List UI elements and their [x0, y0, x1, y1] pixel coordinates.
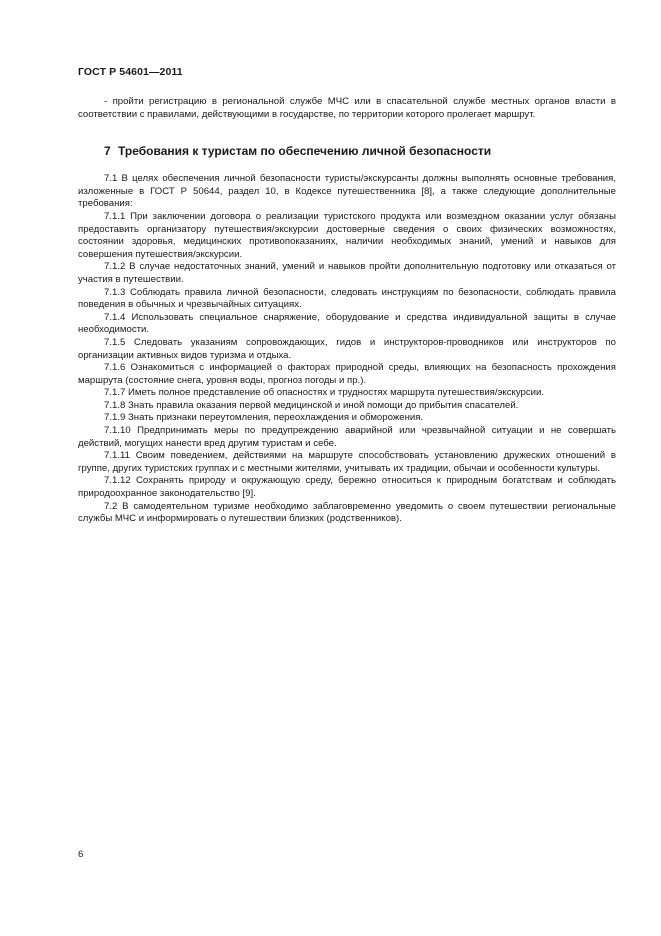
paragraph-7-1-2: 7.1.2 В случае недостаточных знаний, умений и навыков пройти дополнительную подготовку или отказаться от участия в путешествии.	[78, 261, 616, 285]
document-body	[78, 96, 616, 526]
section-number: 7	[104, 144, 111, 159]
paragraph-7-1-11: 7.1.11 Своим поведением, действиями на маршруте способствовать установлению дружеских отношений в группе, других туристских группах и с местными жителями, учитывать их традиции, обычаи и особенности культуры.	[78, 450, 616, 474]
paragraph-7-1-8: 7.1.8 Знать правила оказания первой медицинской и иной помощи до прибытия спасателей.	[104, 399, 519, 411]
section-title: Требования к туристам по обеспечению личной безопасности	[118, 144, 492, 159]
paragraph-7-1-12: 7.1.12 Сохранять природу и окружающую среду, бережно относиться к природным богатствам и соблюдать природоохранное законодательство [9].	[78, 475, 616, 500]
standard-header: ГОСТ Р 54601—2011	[78, 66, 183, 78]
paragraph-7-1-4: 7.1.4 Использовать специальное снаряжение, оборудование и средства индивидуальной защиты в случае необходимости.	[78, 311, 616, 336]
paragraph-7-1-9: 7.1.9 Знать признаки переутомления, переохлаждения и обморожения.	[104, 412, 424, 424]
paragraph-7-1-6: 7.1.6 Ознакомиться с информацией о факторах природной среды, влияющих на безопасность прохождения маршрута (состояние снега, уровня воды, прогноз погоды и пр.).	[78, 362, 616, 386]
paragraph-7-1-3: 7.1.3 Соблюдать правила личной безопасности, следовать инструкциям по безопасности, соблюдать правила поведения в обычных и чрезвычайных ситуациях.	[78, 286, 616, 311]
paragraph-7-1-5: 7.1.5 Следовать указаниям сопровождающих, гидов и инструкторов-проводников или инструкторов по организации активных видов туризма и отдыха.	[78, 336, 616, 361]
section-heading	[104, 143, 616, 159]
intro-paragraph: - пройти регистрацию в региональной службе МЧС или в спасательной службе местных органов власти в соответствии с правилами, действующими в государстве, по территории которого пролегает маршрут.	[78, 96, 616, 120]
paragraph-7-1-7: 7.1.7 Иметь полное представление об опасностях и трудностях маршрута путешествия/экскурсии.	[104, 387, 545, 399]
paragraph-7-1: 7.1 В целях обеспечения личной безопасности туристы/экскурсанты должны выполнять основные требования, изложенные в ГОСТ Р 50644, раздел 10, в Кодексе путешественника [8], а также следующие дополнительные требования:	[78, 173, 616, 210]
paragraph-7-1-10: 7.1.10 Предпринимать меры по предупреждению аварийной или чрезвычайной ситуации и не совершать действий, могущих нанести вред другим туристам и себе.	[78, 425, 616, 449]
paragraph-7-2: 7.2 В самодеятельном туризме необходимо заблаговременно уведомить о своем путешествии региональные службы МЧС и информировать о путешествии близких (родственников).	[78, 500, 616, 525]
paragraph-7-1-1: 7.1.1 При заключении договора о реализации туристского продукта или возмездном оказании услуг обязаны предоставить организатору путешествия/экскурсии достоверные сведения о своих физических возможностях, состоянии здоровья, медицинских противопоказаниях, наличии необходимых знаний, умений и навыков для совершения путешествия/экскурсии.	[78, 210, 616, 260]
page-number: 6	[78, 849, 84, 860]
